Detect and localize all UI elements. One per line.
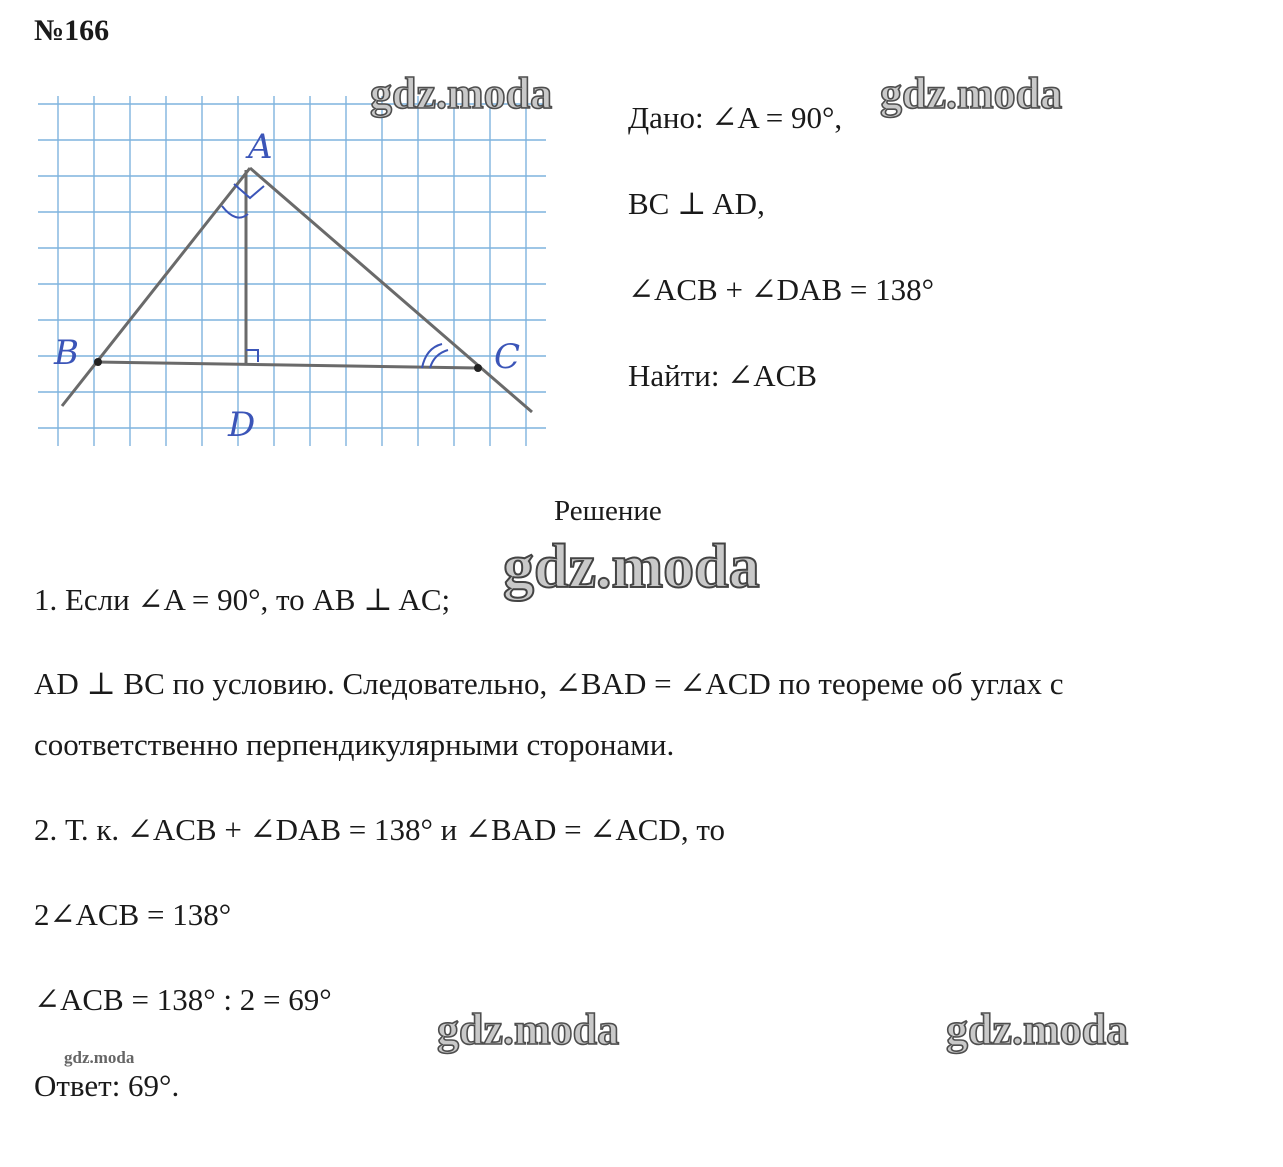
solution-step-2c: ∠ACB = 138° : 2 = 69° [34,982,332,1017]
solution-step-2b: 2∠ACB = 138° [34,897,232,932]
point-labels [53,127,520,445]
solution-heading: Решение [554,495,662,527]
watermark: gdz.moda [370,69,553,118]
given-angle-sum: ∠ACB + ∠DAB = 138° [628,272,935,307]
label-a: A [248,127,273,167]
solution-step-2: 2. Т. к. ∠ACB + ∠DAB = 138° и ∠BAD = ∠ACD, то [34,812,725,847]
watermark: gdz.moda [503,533,760,601]
label-d: D [228,405,256,445]
watermark: gdz.moda [437,1005,620,1054]
problem-number: №166 [34,14,110,47]
solution-step-1: 1. Если ∠A = 90°, то AB ⊥ AC; [34,582,451,617]
watermark: gdz.moda [880,69,1063,118]
answer-line: Ответ: 69°. [34,1068,180,1103]
solution-step-1c: соответственно перпендикулярными сторонами. [34,727,675,762]
watermark: gdz.moda [946,1005,1129,1054]
grid-paper [38,96,546,446]
find-line: Найти: ∠ACB [628,358,817,393]
solution-step-1b: AD ⊥ BC по условию. Следовательно, ∠BAD = ∠ACD по теореме об углах с [34,666,1064,701]
given-perpendicular: BC ⊥ AD, [628,186,765,221]
label-b: B [54,333,79,373]
given-label: Дано: ∠A = 90°, [628,100,843,135]
watermark: gdz.moda [64,1048,135,1067]
triangle-figure [38,96,550,448]
label-c: C [494,337,521,377]
triangle-lines [62,168,532,412]
